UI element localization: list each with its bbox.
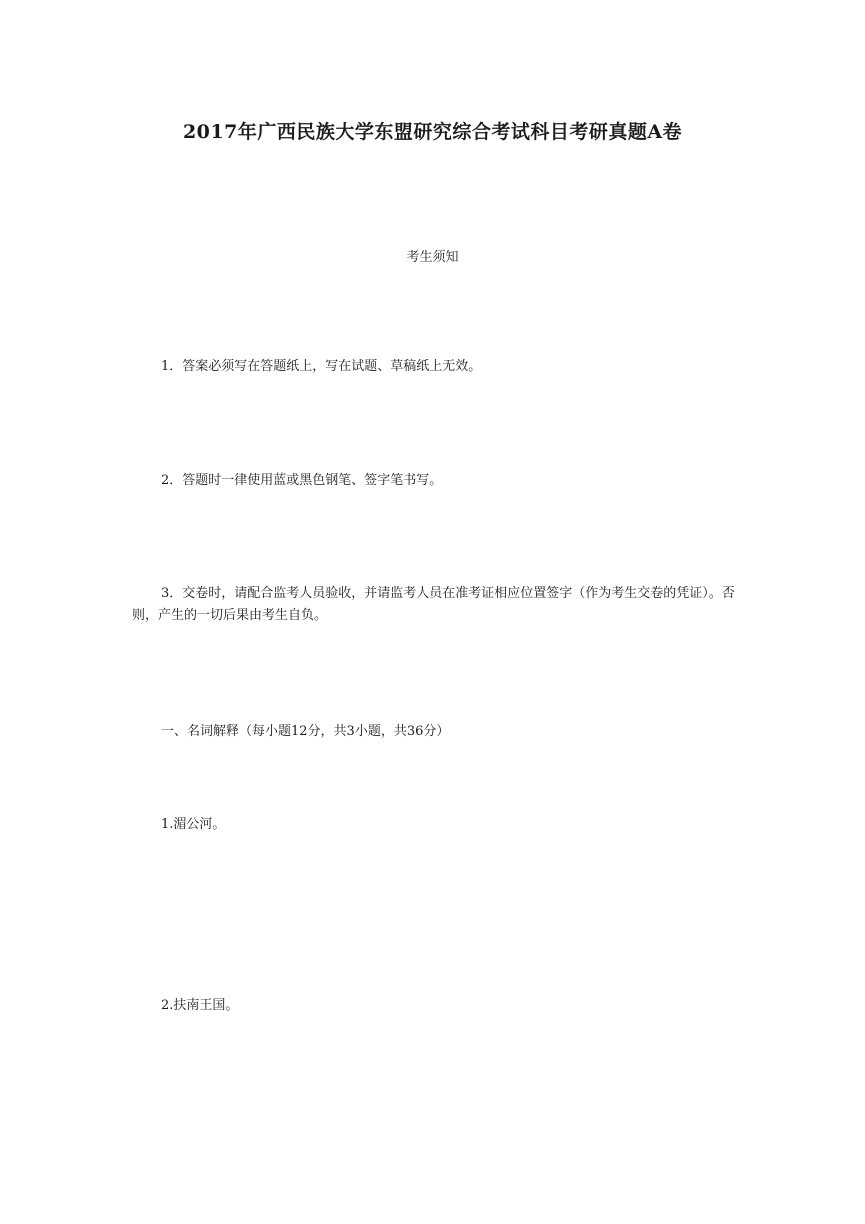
section-heading: 一、名词解释（每小题12分，共3小题，共36分） xyxy=(161,724,450,739)
notice-item-3: 3．交卷时，请配合监考人员验收，并请监考人员在准考证相应位置签字（作为考生交卷的凭证）。否则，产生的一切后果由考生自负。 xyxy=(132,586,735,623)
question-1: 1.湄公河。 xyxy=(161,817,226,832)
notice-heading: 考生须知 xyxy=(406,250,459,265)
question-2: 2.扶南王国。 xyxy=(161,998,239,1013)
notice-item-1: 1．答案必须写在答题纸上，写在试题、草稿纸上无效。 xyxy=(161,359,482,374)
notice-item-2: 2．答题时一律使用蓝或黑色钢笔、签字笔书写。 xyxy=(161,473,443,488)
document-title: 2017年广西民族大学东盟研究综合考试科目考研真题A卷 xyxy=(182,121,683,143)
